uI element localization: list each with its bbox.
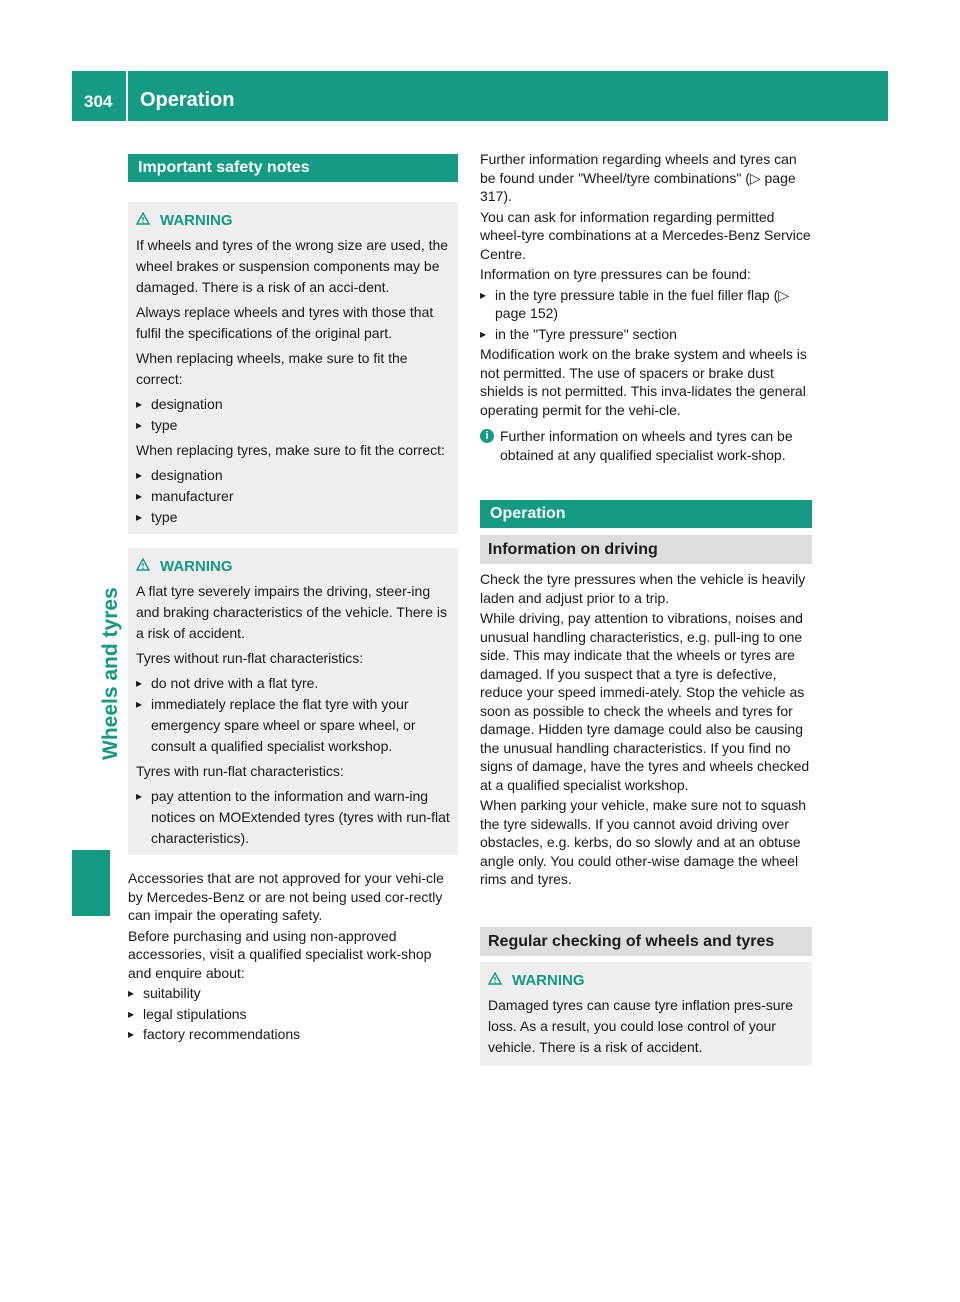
list-item: ▸ in the tyre pressure table in the fuel filler flap (▷ page 152) — [480, 286, 812, 323]
body-text — [480, 570, 812, 889]
side-tab-label: Wheels and tyres — [99, 587, 122, 760]
paragraph: Before purchasing and using non-approved accessories, visit a qualified specialist work-shop and enquire about: — [128, 927, 432, 981]
right-column — [480, 150, 812, 1066]
bullet-list — [480, 286, 812, 344]
paragraph: You can ask for information regarding permitted wheel-tyre combinations at a Mercedes-Benz Service Centre. — [480, 208, 811, 262]
list-item: ▸ pay attention to the information and warn-ing notices on MOExtended tyres (tyres with run-flat characteristics). — [136, 786, 450, 849]
list-item: ▸ designation — [136, 465, 450, 486]
section-heading: Important safety notes — [128, 154, 458, 182]
warning-triangle-icon — [136, 558, 154, 575]
warning-text: Damaged tyres can cause tyre inflation pres-sure loss. As a result, you could lose control of your vehicle. There is a risk of accident. — [488, 996, 794, 1055]
page-title: Operation — [140, 89, 235, 111]
list-item: ▸ type — [136, 415, 450, 436]
subsection-heading: Regular checking of wheels and tyres — [480, 927, 812, 956]
subsection-heading: Information on driving — [480, 535, 812, 564]
list-item: ▸ designation — [136, 394, 450, 415]
warning-label: WARNING — [512, 971, 585, 989]
list-item: ▸ in the "Tyre pressure" section — [480, 325, 812, 344]
warning-triangle-icon — [488, 972, 506, 989]
list-item: ▸ type — [136, 507, 450, 528]
warning-title — [136, 212, 450, 229]
info-icon: i — [480, 429, 494, 443]
warning-text: Tyres with run-flat characteristics: — [136, 763, 344, 779]
list-item: ▸ factory recommendations — [128, 1025, 458, 1044]
warning-title — [136, 558, 450, 575]
warning-text: A flat tyre severely impairs the driving, steer-ing and braking characteristics of the vehicle. There is a risk of accident. — [136, 583, 448, 641]
warning-label: WARNING — [160, 558, 233, 575]
bullet-list — [136, 786, 450, 849]
list-item: ▸ do not drive with a flat tyre. — [136, 673, 450, 694]
info-text: Further information on wheels and tyres can be obtained at any qualified specialist work-shop. — [500, 428, 793, 463]
body-text — [480, 150, 812, 466]
left-column — [128, 150, 458, 1046]
warning-text: When replacing tyres, make sure to fit the correct: — [136, 442, 445, 458]
paragraph: When parking your vehicle, make sure not to squash the tyre sidewalls. If you cannot avoid driving over obstacles, e.g. kerbs, do so slowly and at an obtuse angle only. You could other-wise damage the wheel rims and tyres. — [480, 797, 807, 887]
bullet-list — [128, 984, 458, 1044]
warning-text: When replacing wheels, make sure to fit the correct: — [136, 350, 408, 387]
warning-box — [128, 202, 458, 534]
body-text — [128, 869, 458, 1044]
warning-text: Always replace wheels and tyres with those that fulfil the specifications of the original part. — [136, 304, 434, 341]
paragraph: Accessories that are not approved for your vehi-cle by Mercedes-Benz or are not being used cor-rectly can impair the operating safety. — [128, 870, 444, 923]
side-tab-marker — [72, 850, 110, 916]
bullet-list — [136, 673, 450, 757]
list-item: ▸ suitability — [128, 984, 458, 1003]
warning-box — [128, 548, 458, 855]
section-heading: Operation — [480, 500, 812, 528]
paragraph: Further information regarding wheels and tyres can be found under "Wheel/tyre combinations" (▷ page 317). — [480, 151, 797, 204]
header-divider — [126, 71, 128, 121]
list-item: ▸ legal stipulations — [128, 1005, 458, 1024]
bullet-list — [136, 394, 450, 436]
list-item: ▸ immediately replace the flat tyre with your emergency spare wheel or spare wheel, or consult a qualified specialist workshop. — [136, 694, 450, 757]
warning-text: Tyres without run-flat characteristics: — [136, 650, 364, 666]
list-item: ▸ manufacturer — [136, 486, 450, 507]
warning-box — [480, 962, 812, 1066]
warning-title — [488, 972, 804, 989]
warning-label: WARNING — [160, 212, 233, 229]
paragraph: Modification work on the brake system and wheels is not permitted. The use of spacers or brake dust shields is not permitted. This inva-lidates the general operating permit for the vehi-cle. — [480, 346, 807, 418]
bullet-list — [136, 465, 450, 528]
warning-triangle-icon — [136, 212, 154, 229]
info-note — [480, 427, 812, 466]
paragraph: While driving, pay attention to vibrations, noises and unusual handling characteristics, e.g. pull-ing to one side. This may indicate that the wheels or tyres are damaged. If you suspect that a tyre is defective, reduce your speed immedi-ately. Stop the vehicle as soon as possible to check the wheels and tyres for damage. Hidden tyre damage could also be causing the unusual handling characteristics. If you find no signs of damage, have the tyres and wheels checked at a qualified specialist workshop. — [480, 610, 810, 793]
page-number: 304 — [84, 92, 113, 111]
paragraph: Check the tyre pressures when the vehicle is heavily laden and adjust prior to a trip. — [480, 571, 806, 606]
paragraph: Information on tyre pressures can be found: — [480, 266, 751, 282]
warning-text: If wheels and tyres of the wrong size are used, the wheel brakes or suspension components may be damaged. There is a risk of an acci-dent. — [136, 237, 449, 295]
